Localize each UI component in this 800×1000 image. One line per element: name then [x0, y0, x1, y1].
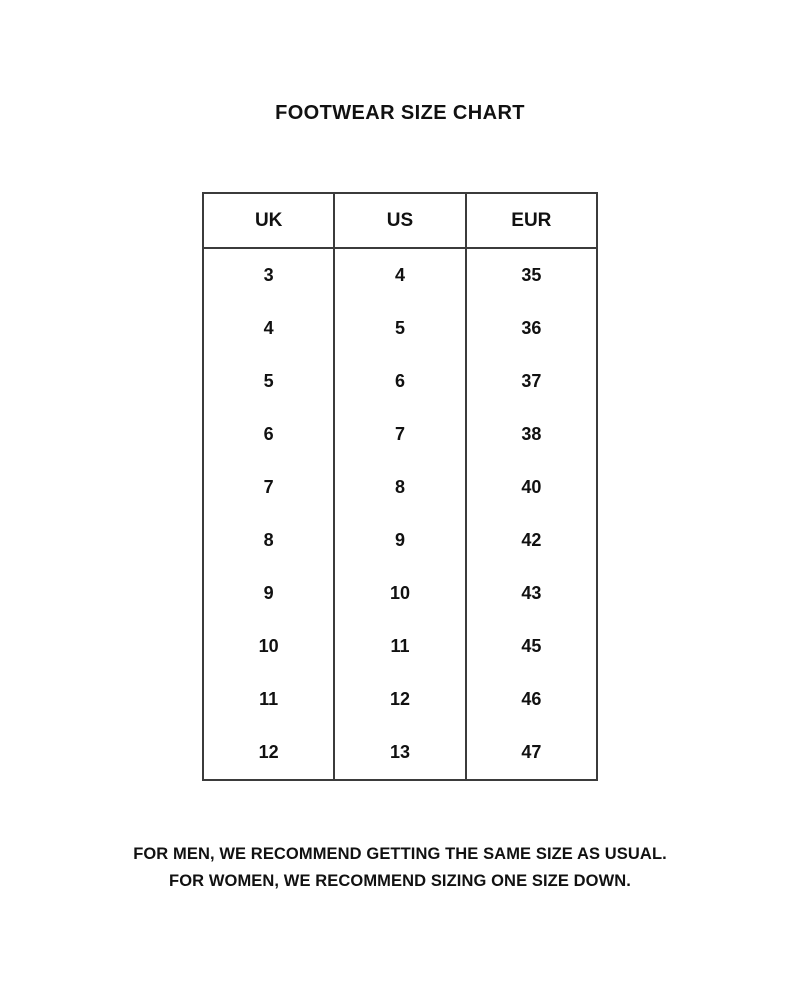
cell-us: 11 [334, 620, 465, 673]
cell-eur: 35 [466, 248, 597, 302]
page-title: FOOTWEAR SIZE CHART [275, 102, 525, 124]
note-line-women: FOR WOMEN, WE RECOMMEND SIZING ONE SIZE DOWN. [169, 872, 631, 891]
cell-uk: 12 [203, 726, 334, 780]
cell-eur: 37 [466, 355, 597, 408]
cell-us: 4 [334, 248, 465, 302]
cell-uk: 4 [203, 302, 334, 355]
cell-us: 6 [334, 355, 465, 408]
table-row [203, 567, 597, 620]
cell-uk: 6 [203, 408, 334, 461]
table-header-row [203, 193, 597, 248]
table-row [203, 620, 597, 673]
table-row [203, 408, 597, 461]
cell-us: 9 [334, 514, 465, 567]
cell-us: 5 [334, 302, 465, 355]
table-body [203, 248, 597, 780]
cell-eur: 38 [466, 408, 597, 461]
cell-us: 13 [334, 726, 465, 780]
cell-eur: 46 [466, 673, 597, 726]
table-row [203, 302, 597, 355]
cell-eur: 42 [466, 514, 597, 567]
cell-uk: 11 [203, 673, 334, 726]
cell-uk: 3 [203, 248, 334, 302]
footwear-size-table [202, 192, 598, 781]
table-row [203, 248, 597, 302]
note-line-men: FOR MEN, WE RECOMMEND GETTING THE SAME SIZE AS USUAL. [133, 845, 667, 863]
table-row [203, 514, 597, 567]
column-header-us: US [334, 193, 465, 248]
cell-eur: 36 [466, 302, 597, 355]
table-row [203, 673, 597, 726]
cell-us: 8 [334, 461, 465, 514]
column-header-eur: EUR [466, 193, 597, 248]
size-table-container [202, 192, 598, 781]
recommendation-note [20, 841, 780, 895]
cell-eur: 47 [466, 726, 597, 780]
cell-eur: 45 [466, 620, 597, 673]
cell-eur: 40 [466, 461, 597, 514]
cell-us: 7 [334, 408, 465, 461]
cell-uk: 9 [203, 567, 334, 620]
table-row [203, 461, 597, 514]
cell-uk: 5 [203, 355, 334, 408]
cell-us: 12 [334, 673, 465, 726]
cell-uk: 10 [203, 620, 334, 673]
table-header [203, 193, 597, 248]
cell-eur: 43 [466, 567, 597, 620]
cell-uk: 8 [203, 514, 334, 567]
cell-uk: 7 [203, 461, 334, 514]
table-row [203, 726, 597, 780]
column-header-uk: UK [203, 193, 334, 248]
cell-us: 10 [334, 567, 465, 620]
table-row [203, 355, 597, 408]
